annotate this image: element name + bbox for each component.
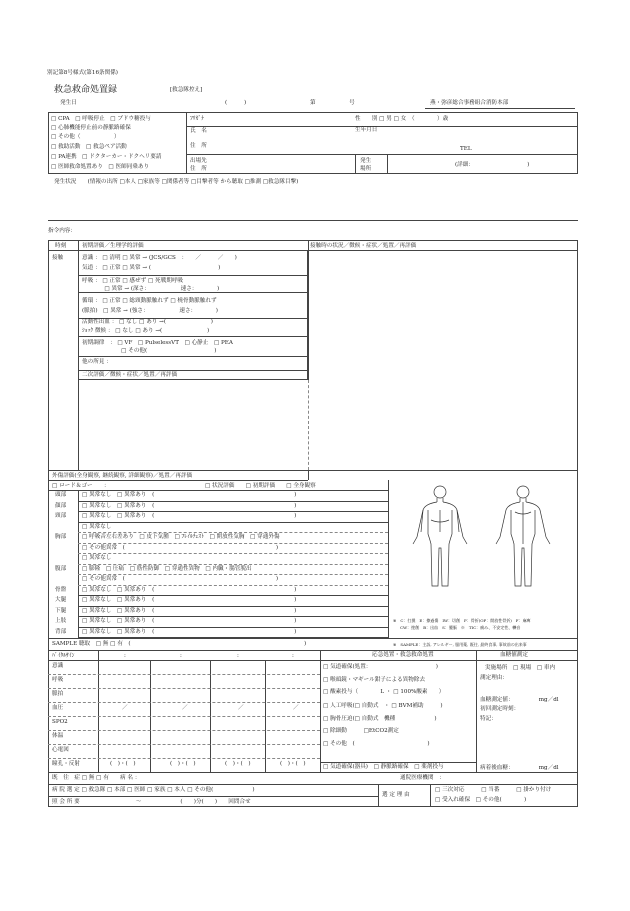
pupil-field[interactable]: ( )・( ) [280,761,306,767]
pupil-field[interactable]: ( )・( ) [170,761,196,767]
trauma-region-field[interactable]: □ 異常なし □ 異常あり ( ) [82,492,297,498]
info-check-4[interactable]: □ 救助活動 □ 救急ペア活動 [51,144,127,150]
eval-consciousness[interactable]: 意識 ： □ 清明 □ 異常 → (JCS/GCS ： ／ ／ ) [82,255,237,261]
contact-status-header: 接触時の状況／徴候・症状／処置／再評価 [310,243,417,249]
furigana-label: ﾌﾘｶﾞﾅ [190,116,204,122]
trauma-region-label: 頸部 [55,513,67,519]
emergency-item-3[interactable]: □ 酸素投与（ L ・ □ 100%酸素 ） [323,689,445,695]
vital-label: 脈拍 [52,691,64,697]
eval-rhythm[interactable]: 初期調律 ： □ VF □ PulselessVT □ 心静止 □ PEA [82,340,233,346]
info-check-2[interactable]: □ 心肺機能停止前の静脈路確保 [51,125,131,131]
trauma-region-label: 腹部 [55,565,67,572]
legend-line-1: ※ C：打撲 E：擦過傷 IW：切創 P：骨折(OP：開放性骨折) F：麻痺 [393,618,531,623]
back-body-icon [496,486,550,586]
eval-breathing[interactable]: 呼吸 ： □ 正常 □ 感ぜず □ 死戦期呼吸 [82,278,184,284]
legend-line-2: CW：挫創 B：出血 S：腫脹 ※ TIC：痛み、不安定性、轢音 [400,625,521,630]
trauma-region-field[interactable]: □ 異常なし [82,523,112,530]
emergency-item-7[interactable]: □ その他 ( ) [323,741,430,747]
time-header: 時刻 [55,243,67,249]
dispatch-address-label: 住 所 [190,166,207,172]
eval-shock[interactable]: ｼｮｯｸ 徴候 ： □ なし □ あり →( ) [82,328,210,334]
eval-other-findings[interactable]: 他の所見 ： [82,359,112,365]
occur-place-label-1: 発生 [360,158,372,164]
trauma-region-field[interactable]: □ 異常なし □ 異常あり ( ) [82,597,297,603]
trauma-region-field[interactable]: □ 異常なし □ 異常あり ( ) [82,586,297,593]
tel-label: TEL [460,146,472,152]
vitals-header: ﾊﾞｲﾀﾙｻｲﾝ [52,653,75,659]
trauma-region-field[interactable]: □ 膨隆 □ 圧痛 □ 筋性防御 □ 穿通性異物 □ 内臓・腸管脱出 [82,565,252,572]
body-diagram[interactable] [395,482,575,592]
selection-reason-label: 選 定 理 由 [382,792,410,798]
trauma-region-label: 大腿 [55,597,67,603]
eval-airway[interactable]: 気道 ： □ 正常 □ 異常 → ( ) [82,265,221,271]
legend-line-3: ※ SAMPLE：主訴, アレルギー, 服用薬, 既往, 最終食事, 事故前の出来事 [393,642,527,647]
glucose-header: 血糖値測定 [500,652,528,658]
trauma-region-field[interactable]: □ 異常なし □ 異常あり ( ) [82,513,297,519]
occur-place-label-2: 場所 [360,166,372,172]
glucose-after: 病着後血糖： mg／dl [480,765,559,771]
emergency-item-1[interactable]: □ 気道確保(処置： ) [323,664,438,670]
copy-label: [救急隊控え] [170,87,203,93]
emergency-item-2[interactable]: □ 喉頭鏡・マギール鉗子による異物除去 [323,677,426,683]
dispatch-label: 出場先 [190,158,207,164]
trauma-header: 外傷評価(全身観察, 継続観察, 詳細観察)／処置／再評価 [52,473,193,479]
vital-label: 血圧 [52,705,64,711]
bp-slash: ／ [122,705,128,711]
sample-field[interactable]: SAMPLE 聴取 □ 無 □ 有 ( ) [52,641,307,647]
eval-circulation[interactable]: 循環 ： □ 正常 □ 総頸動脈触れず □ 橈骨動脈触れず [82,298,217,304]
instruction-label: 指令内容： [48,228,76,234]
hospital-label: 通院医療機関 ： [400,775,445,781]
selection-reasons-2[interactable]: □ 受入れ確保 □ その他( ) [435,797,527,803]
emergency-item-8[interactable]: □ 気道確保(器具) □ 静脈路確保 □ 薬剤投与 [323,764,444,770]
vital-label: 瞳孔・反射 [52,761,80,767]
initial-eval-header: 初期評価／生理学的評価 [82,243,144,249]
sex-age-field[interactable]: 性 別 □ 男 □ 女 （ ）歳 [355,116,449,122]
vital-label: 呼吸 [52,677,64,683]
trauma-region-field[interactable]: □ 異常なし □ 異常あり ( ) [82,618,297,624]
trauma-region-field[interactable]: □ その他異常 ( ) [82,576,279,582]
selection-reasons-1[interactable]: □ 三次対応 □ 当番 □ 掛かり付け [435,787,552,793]
eval-bleeding[interactable]: 活動性出血 ： □ なし □ あり →( ) [82,319,213,325]
history-field[interactable]: 既 往 症 □ 無 □ 有 病 名 ： [52,775,141,781]
info-check-5[interactable]: □ PA連携 □ ドクターカー・ドクヘリ要請 [51,154,162,160]
trauma-region-label: 上肢 [55,618,67,624]
trauma-region-label: 胸部 [55,534,67,540]
glucose-time: 初回測定時刻： [480,706,520,712]
vitals-time-4: : [292,653,294,659]
trauma-region-field[interactable]: □ 異常なし [82,555,112,561]
trauma-region-field[interactable]: □ 異常なし □ 異常あり ( ) [82,502,297,509]
trauma-region-label: 骨盤 [55,586,67,593]
emergency-item-4[interactable]: □ 人工呼吸(□ 自動式 ・ □ BVM補助 ) [323,703,443,709]
info-check-6[interactable]: □ 医師救命処置あり □ 医師同乗あり [51,164,150,170]
vital-label: 心電図 [52,747,69,753]
record-number: 第 号 [310,100,355,106]
vitals-time-1: : [124,653,126,659]
trauma-region-label: 下腿 [55,607,67,614]
vital-label: SPO2 [52,719,68,725]
info-check-3[interactable]: □ その他（ ） [51,134,120,140]
vital-label: 意識 [52,663,64,669]
page-title: 救急救命処置録 [54,85,118,95]
trauma-region-field[interactable]: □ 呼吸音左右差あり □ 皮下気腫 □ ﾌﾚｲﾙﾁｪｽﾄ □ 開放性気胸 □ 穿通外傷 [82,534,280,540]
eval-rhythm-other[interactable]: □ その他( ) [82,348,217,354]
vitals-time-2: : [180,653,182,659]
form-number: 別記第8号様式(第16条関係) [47,70,118,76]
inquiry-field[interactable]: 照 会 所 要 ～ ( )分( ) 回問合せ [52,799,251,805]
address-label: 住 所 [190,143,207,149]
emergency-item-5[interactable]: □ 胸骨圧迫(□ 自動式 機種 ) [323,716,437,722]
birth-label: 生年月日 [355,127,378,133]
occurrence-status[interactable]: 発生状況 (情報の出所 □本人 □家族等 □関係者等 □目撃者等 から聴取 □推測 □救急隊目撃) [54,179,299,185]
trauma-eval-checks[interactable]: □ 状況評価 □ 初期評価 □ 全身観察 [205,483,316,489]
bp-slash: ／ [238,705,244,711]
trauma-region-label: 頭部 [55,492,67,498]
eval-pulse[interactable]: (脈拍) □ 異常 → (強さ： 速さ： ) [82,308,218,314]
eval-breathing-abnormal[interactable]: □ 異常 → (深さ： 速さ： ) [82,286,220,292]
trauma-region-field[interactable]: □ 異常なし □ 異常あり ( ) [82,607,297,614]
hospital-selector[interactable]: 病 院 選 定 □ 救急隊 □ 本部 □ 医師 □ 家族 □ 本人 □ その他( ) [52,787,255,793]
date-paren: ( ) [225,100,247,106]
load-and-go[interactable]: □ ロード＆ゴー ： [52,483,110,489]
vital-label: 体温 [52,733,64,739]
glucose-note: 特記： [480,716,497,722]
name-label: 氏 名 [190,128,207,134]
bp-slash: ／ [182,705,188,711]
details-field[interactable]: (詳細： ) [455,162,530,168]
organization-name: 燕・弥彦総合事務組合消防本部 [430,100,509,106]
emergency-item-6[interactable]: □ 除細動 □EtCO2測定 [323,728,399,734]
trauma-region-field[interactable]: □ 異常なし □ 異常あり ( ) [82,628,297,635]
vitals-time-3: : [237,653,239,659]
pupil-field[interactable]: ( )・( ) [225,761,251,767]
glucose-place[interactable]: 実施場所 □ 現場 □ 車内 [485,665,556,671]
trauma-region-field[interactable]: □ その他異常 ( ) [82,544,279,551]
date-label: 発生日 [60,100,77,106]
secondary-eval-header: 二次評価／徴候・症状／処置／再評価 [82,372,178,378]
trauma-region-label: 顔部 [55,502,67,509]
glucose-value: 血糖測定値： mg／dl [480,697,559,703]
contact-label: 接触 [52,255,64,261]
info-check-1[interactable]: □ CPA □ 呼吸停止 □ ブドウ糖投与 [51,116,151,122]
pupil-field[interactable]: ( )・( ) [110,761,136,767]
front-body-icon [413,486,467,586]
trauma-region-label: 背部 [55,628,67,635]
emergency-header: 応急処置・救急救命処置 [372,652,434,658]
glucose-reason: 測定理由： [480,675,508,681]
bp-slash: ／ [293,705,299,711]
